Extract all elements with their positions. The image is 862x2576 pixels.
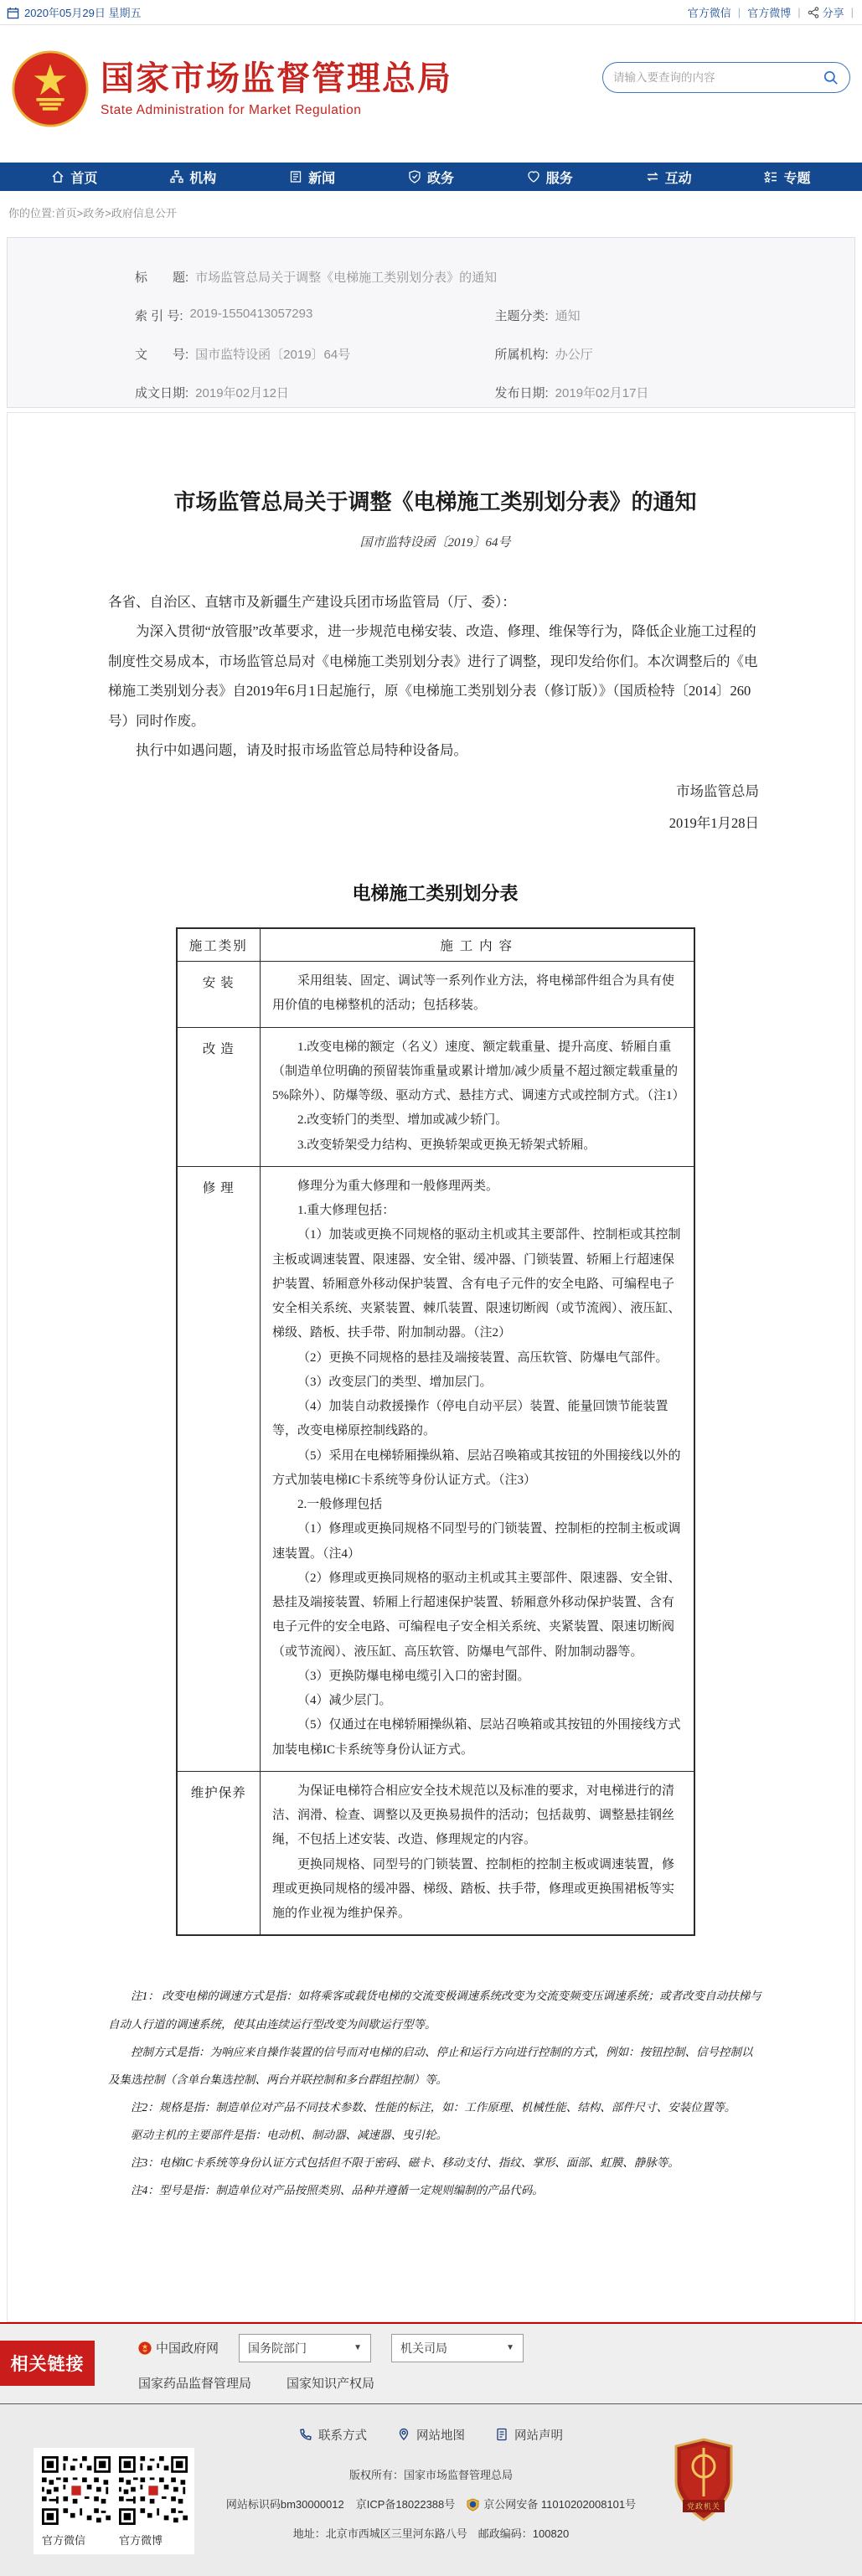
home-icon — [51, 170, 65, 183]
breadcrumb-home[interactable]: 首页 — [54, 207, 77, 219]
sign-block — [108, 776, 762, 839]
nmpa-link[interactable]: 国家药品监督管理局 — [138, 2376, 252, 2391]
national-emblem-icon — [12, 50, 89, 127]
newspaper-icon — [289, 170, 302, 183]
sign-date: 2019年1月28日 — [668, 814, 759, 831]
current-date: 2020年05月29日 星期五 — [24, 7, 142, 19]
meta-index-label: 索 引 号: — [135, 309, 183, 323]
row-content: 采用组装、固定、调试等一系列作业方法，将电梯部件组合为具有使用价值的电梯整机的活动；包括移装。 — [261, 962, 694, 1028]
share-link[interactable]: 分享 — [808, 4, 844, 20]
weibo-qr-code — [119, 2456, 188, 2525]
document-notes: 注1： 改变电梯的调速方式是指：如将乘客或载货电梯的交流变极调速系统改变为交流变频变压调速系统；或者改变自动扶梯与自动人行道的调速系统，使其由连续运行型改变为间歇运行型等。 控制方式是指：为响应来自操作装置的信号而对电梯的启动、停止和运行方向进行控制的方式，例如：按钮控制、信号控制以及集选控制（含单台集选控制、两台并联控制和多台群组控制）等。 注2：规格是指：制造单位对产品不同技术参数、性能的标注，如：工作原理、机械性能、结构、部件尺寸、安装位置等。 驱动主机的主要部件是指：电动机、制动器、减速器、曳引轮。 注3：电梯IC卡系统等身份认证方式包括但不限于密码、磁卡、移动支付、指纹、掌形、面部、虹膜、静脉等。 注4：型号是指：制造单位对产品按照类别、品种并遵循一定规则编制的产品代码。 — [108, 1990, 761, 2197]
chevron-down-icon: ▼ — [506, 2343, 515, 2353]
col-header-content: 施 工 内 容 — [261, 928, 694, 962]
row-content: 1.改变电梯的额定（名义）速度、额定载重量、提升高度、轿厢自重（制造单位明确的预留装饰重量或累计增加/减少质量不超过额定载重量的5%除外）、防爆等级、驱动方式、悬挂方式、调速方式或控制方式。（注1） 2.改变轿门的类型、增加或减少轿门。 3.改变轿架受力结构、更换轿架或更换无轿架式轿厢。 — [261, 1027, 694, 1166]
wechat-qr-label: 官方微信 — [42, 2533, 86, 2547]
calendar-icon — [7, 5, 19, 18]
nav-item-org[interactable]: 机构 — [170, 168, 216, 187]
row-category: 改 造 — [177, 1027, 261, 1166]
meta-title-value: 市场监管总局关于调整《电梯施工类别划分表》的通知 — [195, 271, 498, 285]
row-category: 修 理 — [177, 1166, 261, 1771]
paragraph: 执行中如遇问题，请及时报市场监管总局特种设备局。 — [136, 742, 467, 759]
share-icon — [808, 6, 819, 19]
wechat-qr-code — [42, 2456, 111, 2525]
party-gov-badge[interactable] — [673, 2438, 735, 2527]
paragraph: 为深入贯彻“放管服”改革要求，进一步规范电梯安装、改造、修理、维保等行为，降低企业施工过程的制度性交易成本，市场监管总局对《电梯施工类别划分表》进行了调整，现印发给你们。本次调整后的《电梯施工类别划分表》自2019年6月1日起施行，原《电梯施工类别划分表（修订版）》（国质检特〔2014〕260号）同时作废。 — [108, 623, 758, 729]
phone-icon — [299, 2428, 312, 2441]
signer: 市场监管总局 — [676, 782, 759, 799]
document-meta-panel — [7, 237, 855, 408]
statement-link[interactable]: 网站声明 — [495, 2426, 563, 2444]
nav-item-service[interactable]: 服务 — [527, 168, 573, 187]
site-title-cn: 国家市场监督管理总局 — [101, 60, 452, 97]
qr-card — [34, 2448, 194, 2554]
topbar: 2020年05月29日 星期五 官方微信 | 官方微博 | 分享 | — [0, 0, 862, 25]
search-input[interactable] — [613, 71, 823, 84]
related-links-label: 相关链接 — [0, 2341, 95, 2386]
site-logo[interactable] — [12, 50, 452, 127]
site-title-en: State Administration for Market Regulation — [101, 103, 362, 117]
site-header — [0, 25, 862, 163]
meta-docnum-label: 文 号: — [135, 348, 189, 362]
nav-item-gov[interactable]: 政务 — [408, 168, 454, 187]
site-search — [602, 62, 850, 93]
meta-agency-value: 办公厅 — [555, 348, 593, 362]
elevator-classification-table — [176, 927, 695, 1937]
weibo-link[interactable]: 官方微博 — [747, 7, 792, 19]
breadcrumb-info[interactable]: 政府信息公开 — [111, 207, 177, 219]
site-footer — [0, 2403, 862, 2576]
row-category: 安 装 — [177, 962, 261, 1028]
nav-item-home[interactable]: 首页 — [51, 168, 97, 187]
wechat-link[interactable]: 官方微信 — [687, 7, 731, 19]
main-nav — [0, 163, 862, 191]
chevron-down-icon: ▼ — [354, 2343, 363, 2353]
heart-icon — [527, 170, 540, 183]
copyright-text: 版权所有：国家市场监督管理总局 — [348, 2468, 513, 2481]
contact-link[interactable]: 联系方式 — [299, 2426, 367, 2444]
nav-item-news[interactable]: 新闻 — [289, 168, 335, 187]
document-number: 国市监特设函〔2019〕64号 — [359, 536, 511, 550]
meta-written-date-label: 成文日期: — [135, 386, 189, 400]
document-title: 市场监管总局关于调整《电梯施工类别划分表》的通知 — [173, 489, 697, 514]
search-button[interactable] — [823, 70, 839, 86]
salutation: 各省、自治区、直辖市及新疆生产建设兵团市场监管局（厅、委）： — [108, 594, 516, 610]
table-header-row — [177, 928, 694, 962]
row-content: 为保证电梯符合相应安全技术规范以及标准的要求，对电梯进行的清洁、润滑、检查、调整以及更换易损件的活动；包括裁剪、调整悬挂钢丝绳，不包括上述安装、改造、修理规定的内容。 更换同规格、同型号的门锁装置、控制柜的控制主板或调速装置，修理或更换同规格的缓冲器、梯级、踏板、扶手带，修理或更换围裙板等实施的作业视为维护保养。 — [261, 1771, 694, 1935]
icp-link[interactable]: 京ICP备18022388号 — [355, 2497, 456, 2511]
meta-agency-label: 所属机构: — [494, 348, 549, 362]
meta-title-label: 标 题: — [135, 271, 189, 285]
row-content: 修理分为重大修理和一般修理两类。 1.重大修理包括： （1）加装或更换不同规格的驱动主机或其主要部件、控制柜或其控制主板或调速装置、限速器、安全钳、缓冲器、门锁装置、轿厢上行超速保护装置、轿厢意外移动保护装置、含有电子元件的安全电路、可编程电子安全相关系统、夹紧装置、棘爪装置、限速切断阀（或节流阀）、液压缸、梯级、踏板、扶手带、附加制动器。（注2） （2）更换不同规格的悬挂及端接装置、高压软管、防爆电气部件。 （3）改变层门的类型、增加层门。 （4）加装自动救援操作（停电自动平层）装置、能量回馈节能装置等，改变电梯原控制线路的。 （5）采用在电梯轿厢操纵箱、层站召唤箱或其按钮的外围接线以外的方式加装电梯IC卡系统等身份认证方式。（注3） 2.一般修理包括 （1）修理或更换同规格不同型号的门锁装置、控制柜的控制主板或调速装置。（注4） （2）修理或更换同规格的驱动主机或其主要部件、限速器、安全钳、悬挂及端接装置、轿厢上行超速保护装置、轿厢意外移动保护装置、含有电子元件的安全电路、可编程电子安全相关系统、夹紧装置、限速切断阀（或节流阀）、液压缸、高压软管、防爆电气部件、附加制动器等。 （3）更换防爆电梯电缆引入口的密封圈。 （4）减少层门。 （5）仅通过在电梯轿厢操纵箱、层站召唤箱或其按钮的外围接线方式加装电梯IC卡系统等身份认证方式。 — [261, 1166, 694, 1771]
meta-publish-date-label: 发布日期: — [494, 386, 549, 400]
meta-category-label: 主题分类: — [494, 309, 549, 323]
nav-item-topics[interactable]: 专题 — [764, 168, 810, 187]
star-list-icon — [764, 170, 777, 183]
exchange-arrows-icon — [646, 170, 659, 183]
nav-item-interact[interactable]: 互动 — [646, 168, 692, 187]
document-content — [7, 412, 855, 2322]
meta-category-value: 通知 — [555, 309, 581, 323]
meta-publish-date-value: 2019年02月17日 — [555, 386, 649, 400]
meta-index-value: 2019-1550413057293 — [189, 307, 313, 321]
table-row — [177, 1166, 694, 1771]
weibo-qr-label: 官方微博 — [119, 2533, 163, 2547]
cnipa-link[interactable]: 国家知识产权局 — [286, 2376, 375, 2391]
address-text: 地址：北京市西城区三里河东路八号 邮政编码：100820 — [292, 2527, 570, 2540]
table-row — [177, 1027, 694, 1166]
table-title: 电梯施工类别划分表 — [352, 882, 519, 904]
party-gov-badge-label: 党政机关 — [686, 2501, 720, 2511]
sitemap-link[interactable]: 网站地图 — [397, 2426, 465, 2444]
breadcrumb-gov[interactable]: 政务 — [83, 207, 106, 219]
breadcrumb: 你的位置:首页>政务>政府信息公开 — [8, 207, 177, 219]
document-icon — [495, 2428, 508, 2441]
gov-emblem-icon — [138, 2341, 152, 2355]
site-code-text: 网站标识码bm30000012 — [225, 2497, 344, 2511]
meta-docnum-value: 国市监特设函〔2019〕64号 — [195, 348, 351, 362]
police-badge-icon — [467, 2498, 479, 2511]
related-links-section — [0, 2322, 862, 2403]
col-header-category: 施工类别 — [177, 928, 261, 962]
org-chart-icon — [170, 170, 183, 183]
meta-written-date-value: 2019年02月12日 — [195, 386, 289, 400]
police-record-link[interactable]: 京公网安备 11010202008101号 — [467, 2496, 636, 2514]
search-icon — [823, 70, 839, 86]
bureaus-dropdown[interactable]: 机关司局 ▼ — [391, 2334, 524, 2362]
table-row — [177, 962, 694, 1028]
row-category: 维护保养 — [177, 1771, 261, 1935]
shield-icon — [408, 170, 421, 183]
gov-portal-link[interactable]: 中国政府网 — [138, 2339, 219, 2357]
breadcrumb-prefix: 你的位置: — [8, 207, 55, 219]
state-council-dropdown[interactable]: 国务院部门 ▼ — [239, 2334, 371, 2362]
table-row — [177, 1771, 694, 1935]
map-pin-icon — [397, 2428, 410, 2441]
